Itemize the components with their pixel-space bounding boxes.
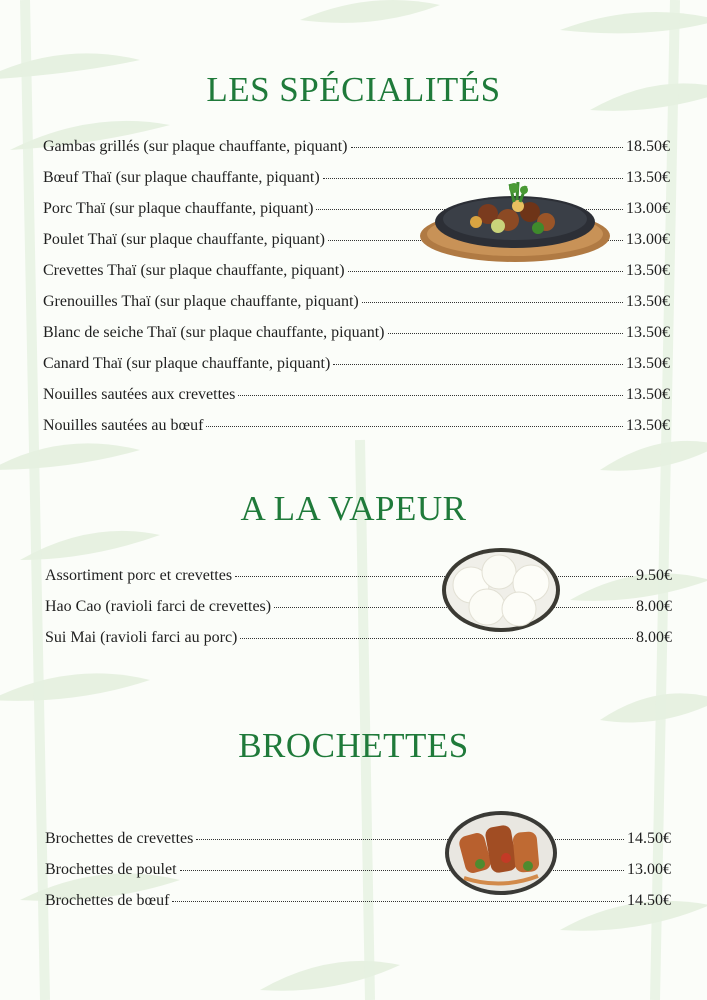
item-name: Gambas grillés (sur plaque chauffante, piquant) [43,138,348,155]
dot-leader [172,900,624,902]
dot-leader [206,425,623,427]
item-price: 14.50€ [627,892,671,909]
item-name: Canard Thaï (sur plaque chauffante, piquant) [43,355,331,372]
brochettes-list [45,830,671,923]
item-price: 8.00€ [636,629,672,646]
item-name: Nouilles sautées au bœuf [43,417,204,434]
item-price: 13.50€ [626,355,670,372]
item-name: Assortiment porc et crevettes [45,567,233,584]
brochettes-photo [444,810,558,896]
item-name: Grenouilles Thaï (sur plaque chauffante, piquant) [43,293,359,310]
item-name: Crevettes Thaï (sur plaque chauffante, piquant) [43,262,345,279]
item-price: 13.50€ [626,293,670,310]
menu-item[interactable] [45,830,671,861]
menu-item[interactable] [45,567,672,598]
menu-item[interactable] [43,417,670,448]
dot-leader [348,270,623,272]
dot-leader [238,394,623,396]
menu-item[interactable] [43,386,670,417]
menu-item[interactable] [43,262,670,293]
item-name: Bœuf Thaï (sur plaque chauffante, piquant) [43,169,320,186]
section-title-vapeur: A LA VAPEUR [240,489,467,528]
dot-leader [333,363,623,365]
item-name: Brochettes de bœuf [45,892,170,909]
item-price: 13.50€ [626,386,670,403]
item-name: Brochettes de poulet [45,861,177,878]
item-price: 14.50€ [627,830,671,847]
item-price: 13.00€ [627,861,671,878]
menu-item[interactable] [43,355,670,386]
dot-leader [362,301,623,303]
item-name: Porc Thaï (sur plaque chauffante, piquant) [43,200,314,217]
item-name: Nouilles sautées aux crevettes [43,386,236,403]
dot-leader [351,146,624,148]
item-price: 13.50€ [626,262,670,279]
dot-leader [196,838,624,840]
item-price: 9.50€ [636,567,672,584]
menu-item[interactable] [45,861,671,892]
item-name: Blanc de seiche Thaï (sur plaque chauffante, piquant) [43,324,385,341]
item-price: 13.50€ [626,324,670,341]
menu-item[interactable] [43,324,670,355]
menu-item[interactable] [45,892,671,923]
menu-item[interactable] [45,629,672,660]
item-name: Hao Cao (ravioli farci de crevettes) [45,598,272,615]
item-price: 18.50€ [626,138,670,155]
item-price: 8.00€ [636,598,672,615]
section-title-specialites: LES SPÉCIALITÉS [206,70,501,109]
vapeur-list [45,567,672,660]
dot-leader [240,637,633,639]
dot-leader [235,575,633,577]
item-name: Brochettes de crevettes [45,830,194,847]
sizzling-plate-photo [418,178,613,266]
menu-item[interactable] [43,138,670,169]
item-price: 13.50€ [626,417,670,434]
item-price: 13.00€ [626,231,670,248]
item-name: Sui Mai (ravioli farci au porc) [45,629,238,646]
section-title-brochettes: BROCHETTES [238,726,469,765]
item-price: 13.50€ [626,169,670,186]
menu-item[interactable] [43,293,670,324]
item-price: 13.00€ [626,200,670,217]
dumplings-photo [441,547,561,633]
dot-leader [388,332,624,334]
item-name: Poulet Thaï (sur plaque chauffante, piquant) [43,231,325,248]
menu-item[interactable] [45,598,672,629]
